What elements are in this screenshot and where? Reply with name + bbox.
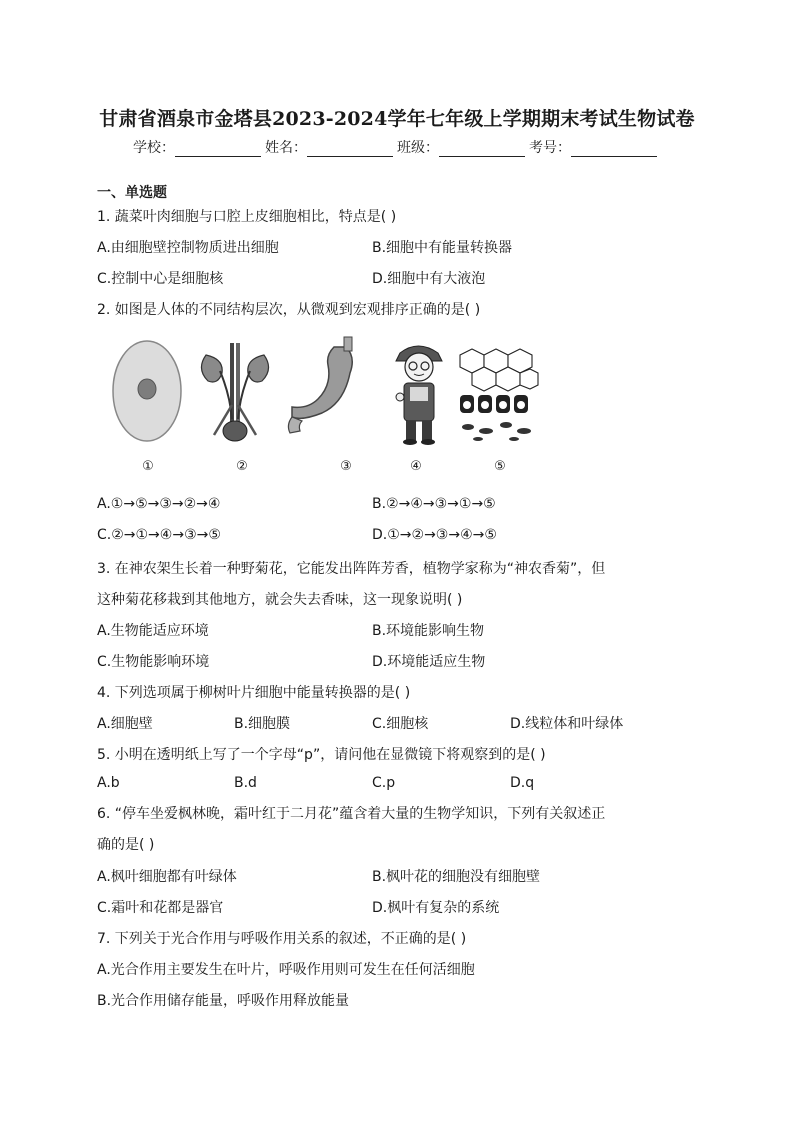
question-3-option-c[interactable]: C.生物能影响环境 [97,654,210,670]
question-6-stem-line-1: 6. “停车坐爱枫林晚，霜叶红于二月花”蕴含着大量的生物学知识，下列有关叙述正 [97,806,606,822]
question-6-stem-line-2: 确的是( ) [97,837,155,853]
school-blank[interactable] [175,142,261,157]
name-label: 姓名： [265,140,307,156]
question-7-option-b[interactable]: B.光合作用储存能量，呼吸作用释放能量 [97,993,350,1009]
question-6-option-d[interactable]: D.枫叶有复杂的系统 [372,900,500,916]
tissue-icon [456,335,542,447]
class-label: 班级： [397,140,439,156]
stomach-icon [284,335,370,447]
question-4-option-d[interactable]: D.线粒体和叶绿体 [510,716,624,732]
figure-label-2: ② [236,459,248,474]
figure-label-3: ③ [340,459,352,474]
question-1-stem: 1. 蔬菜叶肉细胞与口腔上皮细胞相比，特点是( ) [97,209,397,225]
class-blank[interactable] [439,142,525,157]
question-5-option-b[interactable]: B.d [234,775,257,791]
question-3-option-a[interactable]: A.生物能适应环境 [97,623,209,639]
question-7-stem: 7. 下列关于光合作用与呼吸作用关系的叙述，不正确的是( ) [97,931,467,947]
figure-label-5: ⑤ [494,459,506,474]
question-2-stem: 2. 如图是人体的不同结构层次，从微观到宏观排序正确的是( ) [97,302,481,318]
student-info-line [0,137,794,157]
exam-title: 甘肃省酒泉市金塔县2023-2024学年七年级上学期期末考试生物试卷 [99,108,695,130]
question-4-stem: 4. 下列选项属于柳树叶片细胞中能量转换器的是( ) [97,685,411,701]
question-4-option-c[interactable]: C.细胞核 [372,716,429,732]
question-2-option-c[interactable]: C.②→①→④→③→⑤ [97,527,221,543]
question-1-option-c[interactable]: C.控制中心是细胞核 [97,271,224,287]
section-title: 一、单选题 [97,185,167,201]
question-1-option-b[interactable]: B.细胞中有能量转换器 [372,240,513,256]
school-label: 学校： [133,140,175,156]
question-7-option-a[interactable]: A.光合作用主要发生在叶片，呼吸作用则可发生在任何活细胞 [97,962,475,978]
question-6-option-c[interactable]: C.霜叶和花都是器官 [97,900,224,916]
question-3-option-b[interactable]: B.环境能影响生物 [372,623,485,639]
number-label: 考号： [529,140,571,156]
cell-icon [104,335,190,447]
question-5-option-d[interactable]: D.q [510,775,535,791]
name-blank[interactable] [307,142,393,157]
question-4-option-b[interactable]: B.细胞膜 [234,716,291,732]
question-1-option-a[interactable]: A.由细胞壁控制物质进出细胞 [97,240,279,256]
question-5-option-c[interactable]: C.p [372,775,396,791]
number-blank[interactable] [571,142,657,157]
urinary-system-icon [192,335,278,447]
question-4-option-a[interactable]: A.细胞壁 [97,716,153,732]
person-icon [376,335,462,447]
question-6-option-a[interactable]: A.枫叶细胞都有叶绿体 [97,869,237,885]
question-3-stem-line-1: 3. 在神农架生长着一种野菊花，它能发出阵阵芳香，植物学家称为“神农香菊”，但 [97,561,606,577]
question-1-option-d[interactable]: D.细胞中有大液泡 [372,271,486,287]
question-2-option-a[interactable]: A.①→⑤→③→②→④ [97,496,221,512]
figure-label-4: ④ [410,459,422,474]
structure-levels-figure [100,335,540,475]
question-2-option-b[interactable]: B.②→④→③→①→⑤ [372,496,496,512]
figure-label-1: ① [142,459,154,474]
question-5-stem: 5. 小明在透明纸上写了一个字母“p”，请问他在显微镜下将观察到的是( ) [97,747,546,763]
question-3-option-d[interactable]: D.环境能适应生物 [372,654,486,670]
question-5-option-a[interactable]: A.b [97,775,120,791]
question-2-option-d[interactable]: D.①→②→③→④→⑤ [372,527,497,543]
question-3-stem-line-2: 这种菊花移栽到其他地方，就会失去香味，这一现象说明( ) [97,592,463,608]
question-6-option-b[interactable]: B.枫叶花的细胞没有细胞壁 [372,869,541,885]
